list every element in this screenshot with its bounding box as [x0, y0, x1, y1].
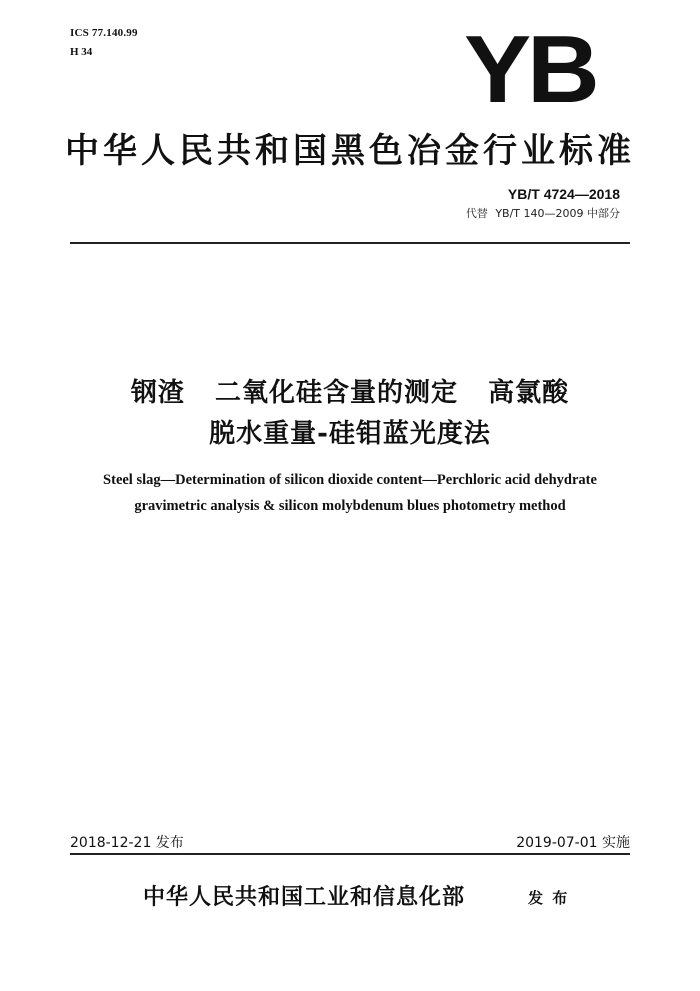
publish-date: 2018-12-21 发布: [70, 835, 184, 851]
ics-code: ICS 77.140.99: [70, 27, 138, 39]
replaces-value: YB/T 140—2009 中部分: [495, 207, 620, 220]
english-title-line-2: gravimetric analysis & silicon molybdenum blues photometry method: [134, 498, 566, 514]
ccs-code: H 34: [70, 46, 93, 58]
chinese-title-line-2: 脱水重量-硅钼蓝光度法: [209, 419, 491, 449]
replaces-label: 代替: [465, 207, 488, 220]
chinese-title-line-1: 钢渣 二氧化硅含量的测定 高氯酸: [130, 378, 570, 408]
replaces-note: [462, 205, 620, 221]
top-divider: [70, 242, 630, 244]
bottom-divider: [70, 853, 630, 855]
english-title-line-1: Steel slag—Determination of silicon dioxide content—Perchloric acid dehydrate: [103, 472, 597, 488]
effective-date: 2019-07-01 实施: [516, 835, 630, 851]
yb-logo: YB: [464, 16, 596, 123]
industry-standard-title: 中华人民共和国黑色冶金行业标准: [65, 131, 635, 171]
standard-number: YB/T 4724—2018: [507, 186, 620, 202]
issuing-ministry: 中华人民共和国工业和信息化部: [143, 885, 466, 910]
publish-label: 发 布: [528, 889, 570, 907]
